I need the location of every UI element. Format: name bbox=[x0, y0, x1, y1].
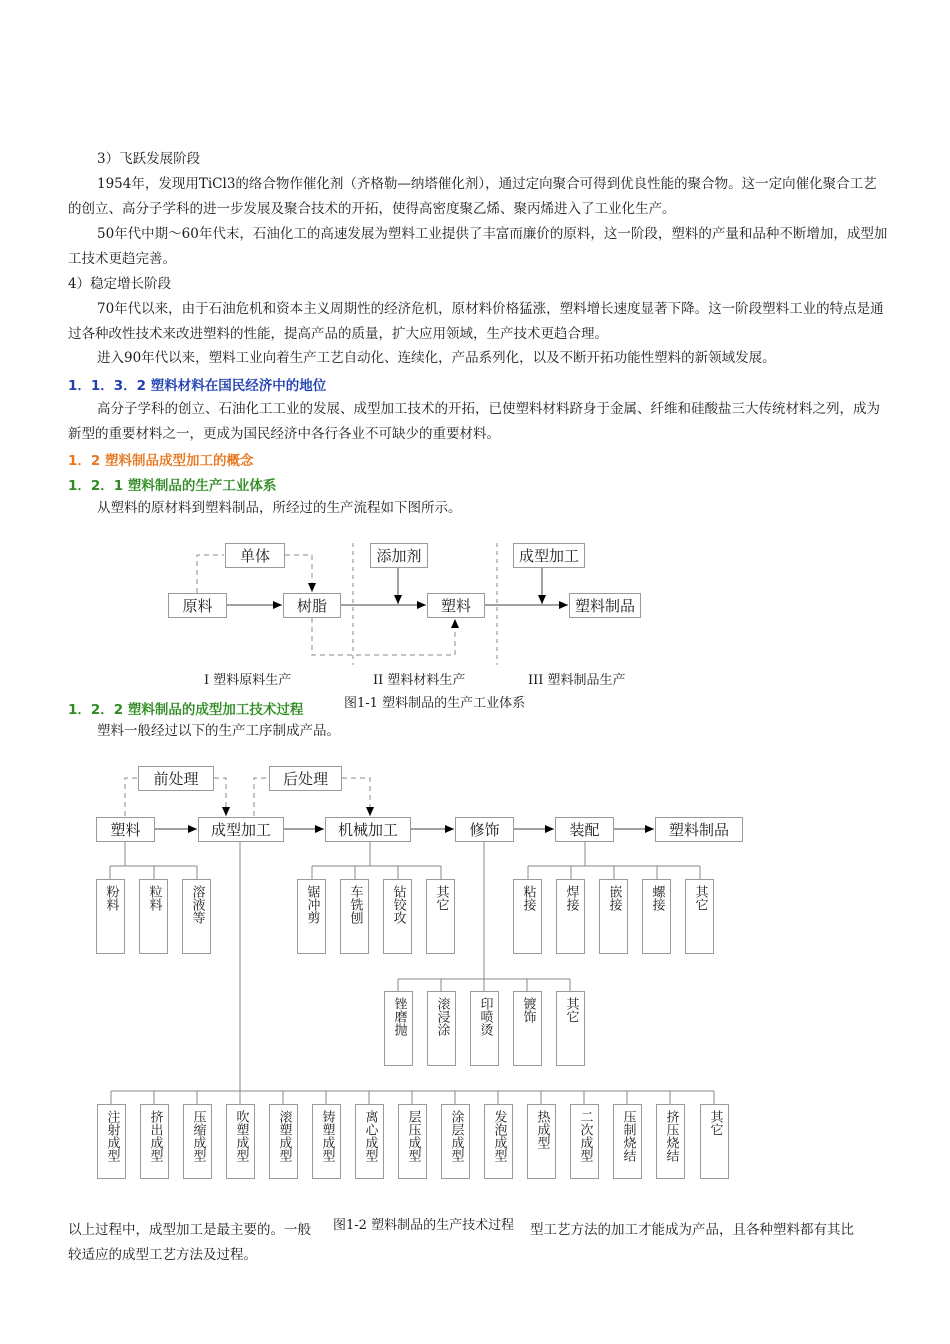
fig2-product-box: 塑料制品 bbox=[655, 817, 743, 842]
fig2-forming-item: 滚塑成型 bbox=[269, 1104, 298, 1179]
para-process-intro: 塑料一般经过以下的生产工序制成产品。 bbox=[97, 723, 340, 739]
para-conclusion-end: 型工艺方法的加工才能成为产品，且各种塑料都有其比 bbox=[530, 1222, 854, 1238]
fig2-finishing-item: 其它 bbox=[556, 991, 585, 1066]
fig2-assembly-item: 其它 bbox=[685, 879, 714, 954]
fig2-machining-item: 锯冲剪 bbox=[297, 879, 326, 954]
fig2-forming-box: 成型加工 bbox=[198, 817, 284, 842]
fig1-additive-box: 添加剂 bbox=[370, 543, 428, 568]
fig2-feed-item: 粉料 bbox=[96, 879, 125, 954]
heading-1-2-1: 1．2．1 塑料制品的生产工业体系 bbox=[68, 478, 277, 494]
fig2-finishing-item: 镀饰 bbox=[513, 991, 542, 1066]
fig2-machining-item: 其它 bbox=[426, 879, 455, 954]
fig2-caption: 图1-2 塑料制品的生产技术过程 bbox=[330, 1214, 517, 1233]
fig2-plastic-box: 塑料 bbox=[96, 817, 155, 842]
fig1-plastic-box: 塑料 bbox=[427, 593, 485, 618]
fig2-forming-item: 涂层成型 bbox=[441, 1104, 470, 1179]
heading-1-2-2: 1．2．2 塑料制品的成型加工技术过程 bbox=[68, 702, 304, 718]
fig2-machining-box: 机械加工 bbox=[325, 817, 411, 842]
fig2-feed-item: 粒料 bbox=[139, 879, 168, 954]
fig1-caption: 图1-1 塑料制品的生产工业体系 bbox=[344, 696, 526, 711]
fig2-forming-item: 二次成型 bbox=[570, 1104, 599, 1179]
fig1-forming-box: 成型加工 bbox=[513, 543, 585, 568]
fig2-forming-item: 挤压烧结 bbox=[656, 1104, 685, 1179]
fig2-forming-item: 层压成型 bbox=[398, 1104, 427, 1179]
fig2-assembly-item: 螺接 bbox=[642, 879, 671, 954]
fig2-forming-item: 挤出成型 bbox=[140, 1104, 169, 1179]
fig2-assembly-box: 装配 bbox=[555, 817, 614, 842]
para-70s: 70年代以来，由于石油危机和资本主义周期性的经济危机，原材料价格猛涨，塑料增长速度显著下降。这一阶段塑料工业的特点是通过各种改性技术来改进塑料的性能，提高产品的质量，扩大应用领域，生产技术更趋合理。 bbox=[68, 301, 884, 342]
fig2-machining-item: 车铣刨 bbox=[340, 879, 369, 954]
fig2-post-box: 后处理 bbox=[269, 766, 342, 791]
heading-1-2: 1．2 塑料制品成型加工的概念 bbox=[68, 453, 254, 469]
para-conclusion-start: 以上过程中，成型加工是最主要的。一般 bbox=[68, 1222, 311, 1238]
fig1-raw-box: 原料 bbox=[168, 593, 227, 618]
para-stage4-title: 4）稳定增长阶段 bbox=[68, 276, 172, 292]
fig2-machining-item: 钻铰攻 bbox=[383, 879, 412, 954]
fig1-resin-box: 树脂 bbox=[283, 593, 341, 618]
fig2-forming-item: 压制烧结 bbox=[613, 1104, 642, 1179]
para-stage3-title: 3）飞跃发展阶段 bbox=[97, 151, 201, 167]
fig2-forming-item: 铸塑成型 bbox=[312, 1104, 341, 1179]
fig2-forming-item: 热成型 bbox=[527, 1104, 556, 1179]
fig1-product-box: 塑料制品 bbox=[569, 593, 641, 618]
fig2-assembly-item: 粘接 bbox=[513, 879, 542, 954]
fig2-pre-box: 前处理 bbox=[138, 766, 214, 791]
para-status: 高分子学科的创立、石油化工工业的发展、成型加工技术的开拓，已使塑料材料跻身于金属、纤维和硅酸盐三大传统材料之列，成为新型的重要材料之一，更成为国民经济中各行各业不可缺少的重要材料。 bbox=[68, 401, 880, 442]
para-flow-intro: 从塑料的原材料到塑料制品，所经过的生产流程如下图所示。 bbox=[97, 500, 462, 516]
fig2-finishing-item: 印喷烫 bbox=[470, 991, 499, 1066]
fig1-stage3-label: III 塑料制品生产 bbox=[528, 673, 626, 688]
fig2-forming-item: 离心成型 bbox=[355, 1104, 384, 1179]
heading-1-1-3-2: 1．1．3．2 塑料材料在国民经济中的地位 bbox=[68, 378, 327, 394]
fig2-assembly-item: 焊接 bbox=[556, 879, 585, 954]
para-conclusion-2: 较适应的成型工艺方法及过程。 bbox=[68, 1247, 257, 1263]
para-50s: 50年代中期～60年代末，石油化工的高速发展为塑料工业提供了丰富而廉价的原料，这一阶段，塑料的产量和品种不断增加，成型加工技术更趋完善。 bbox=[68, 226, 888, 267]
fig1-stage2-label: II 塑料材料生产 bbox=[373, 673, 466, 688]
fig2-forming-item: 压缩成型 bbox=[183, 1104, 212, 1179]
fig1-stage1-label: I 塑料原料生产 bbox=[204, 673, 292, 688]
fig2-finishing-box: 修饰 bbox=[455, 817, 514, 842]
fig2-assembly-item: 嵌接 bbox=[599, 879, 628, 954]
fig2-finishing-item: 锉磨抛 bbox=[384, 991, 413, 1066]
fig2-forming-item: 发泡成型 bbox=[484, 1104, 513, 1179]
para-1954: 1954年，发现用TiCl3的络合物作催化剂（齐格勒—纳塔催化剂），通过定向聚合可得到优良性能的聚合物。这一定向催化聚合工艺的创立、高分子学科的进一步发展及聚合技术的开拓，使得高密度聚乙烯、聚丙烯进入了工业化生产。 bbox=[68, 176, 877, 217]
fig1-monomer-box: 单体 bbox=[225, 543, 285, 568]
fig2-feed-item: 溶液等 bbox=[182, 879, 211, 954]
para-90s: 进入90年代以来，塑料工业向着生产工艺自动化、连续化，产品系列化，以及不断开拓功能性塑料的新领域发展。 bbox=[97, 350, 776, 366]
fig2-finishing-item: 滚浸涂 bbox=[427, 991, 456, 1066]
fig2-forming-item: 注射成型 bbox=[97, 1104, 126, 1179]
fig2-forming-item: 吹塑成型 bbox=[226, 1104, 255, 1179]
fig2-forming-item: 其它 bbox=[700, 1104, 729, 1179]
